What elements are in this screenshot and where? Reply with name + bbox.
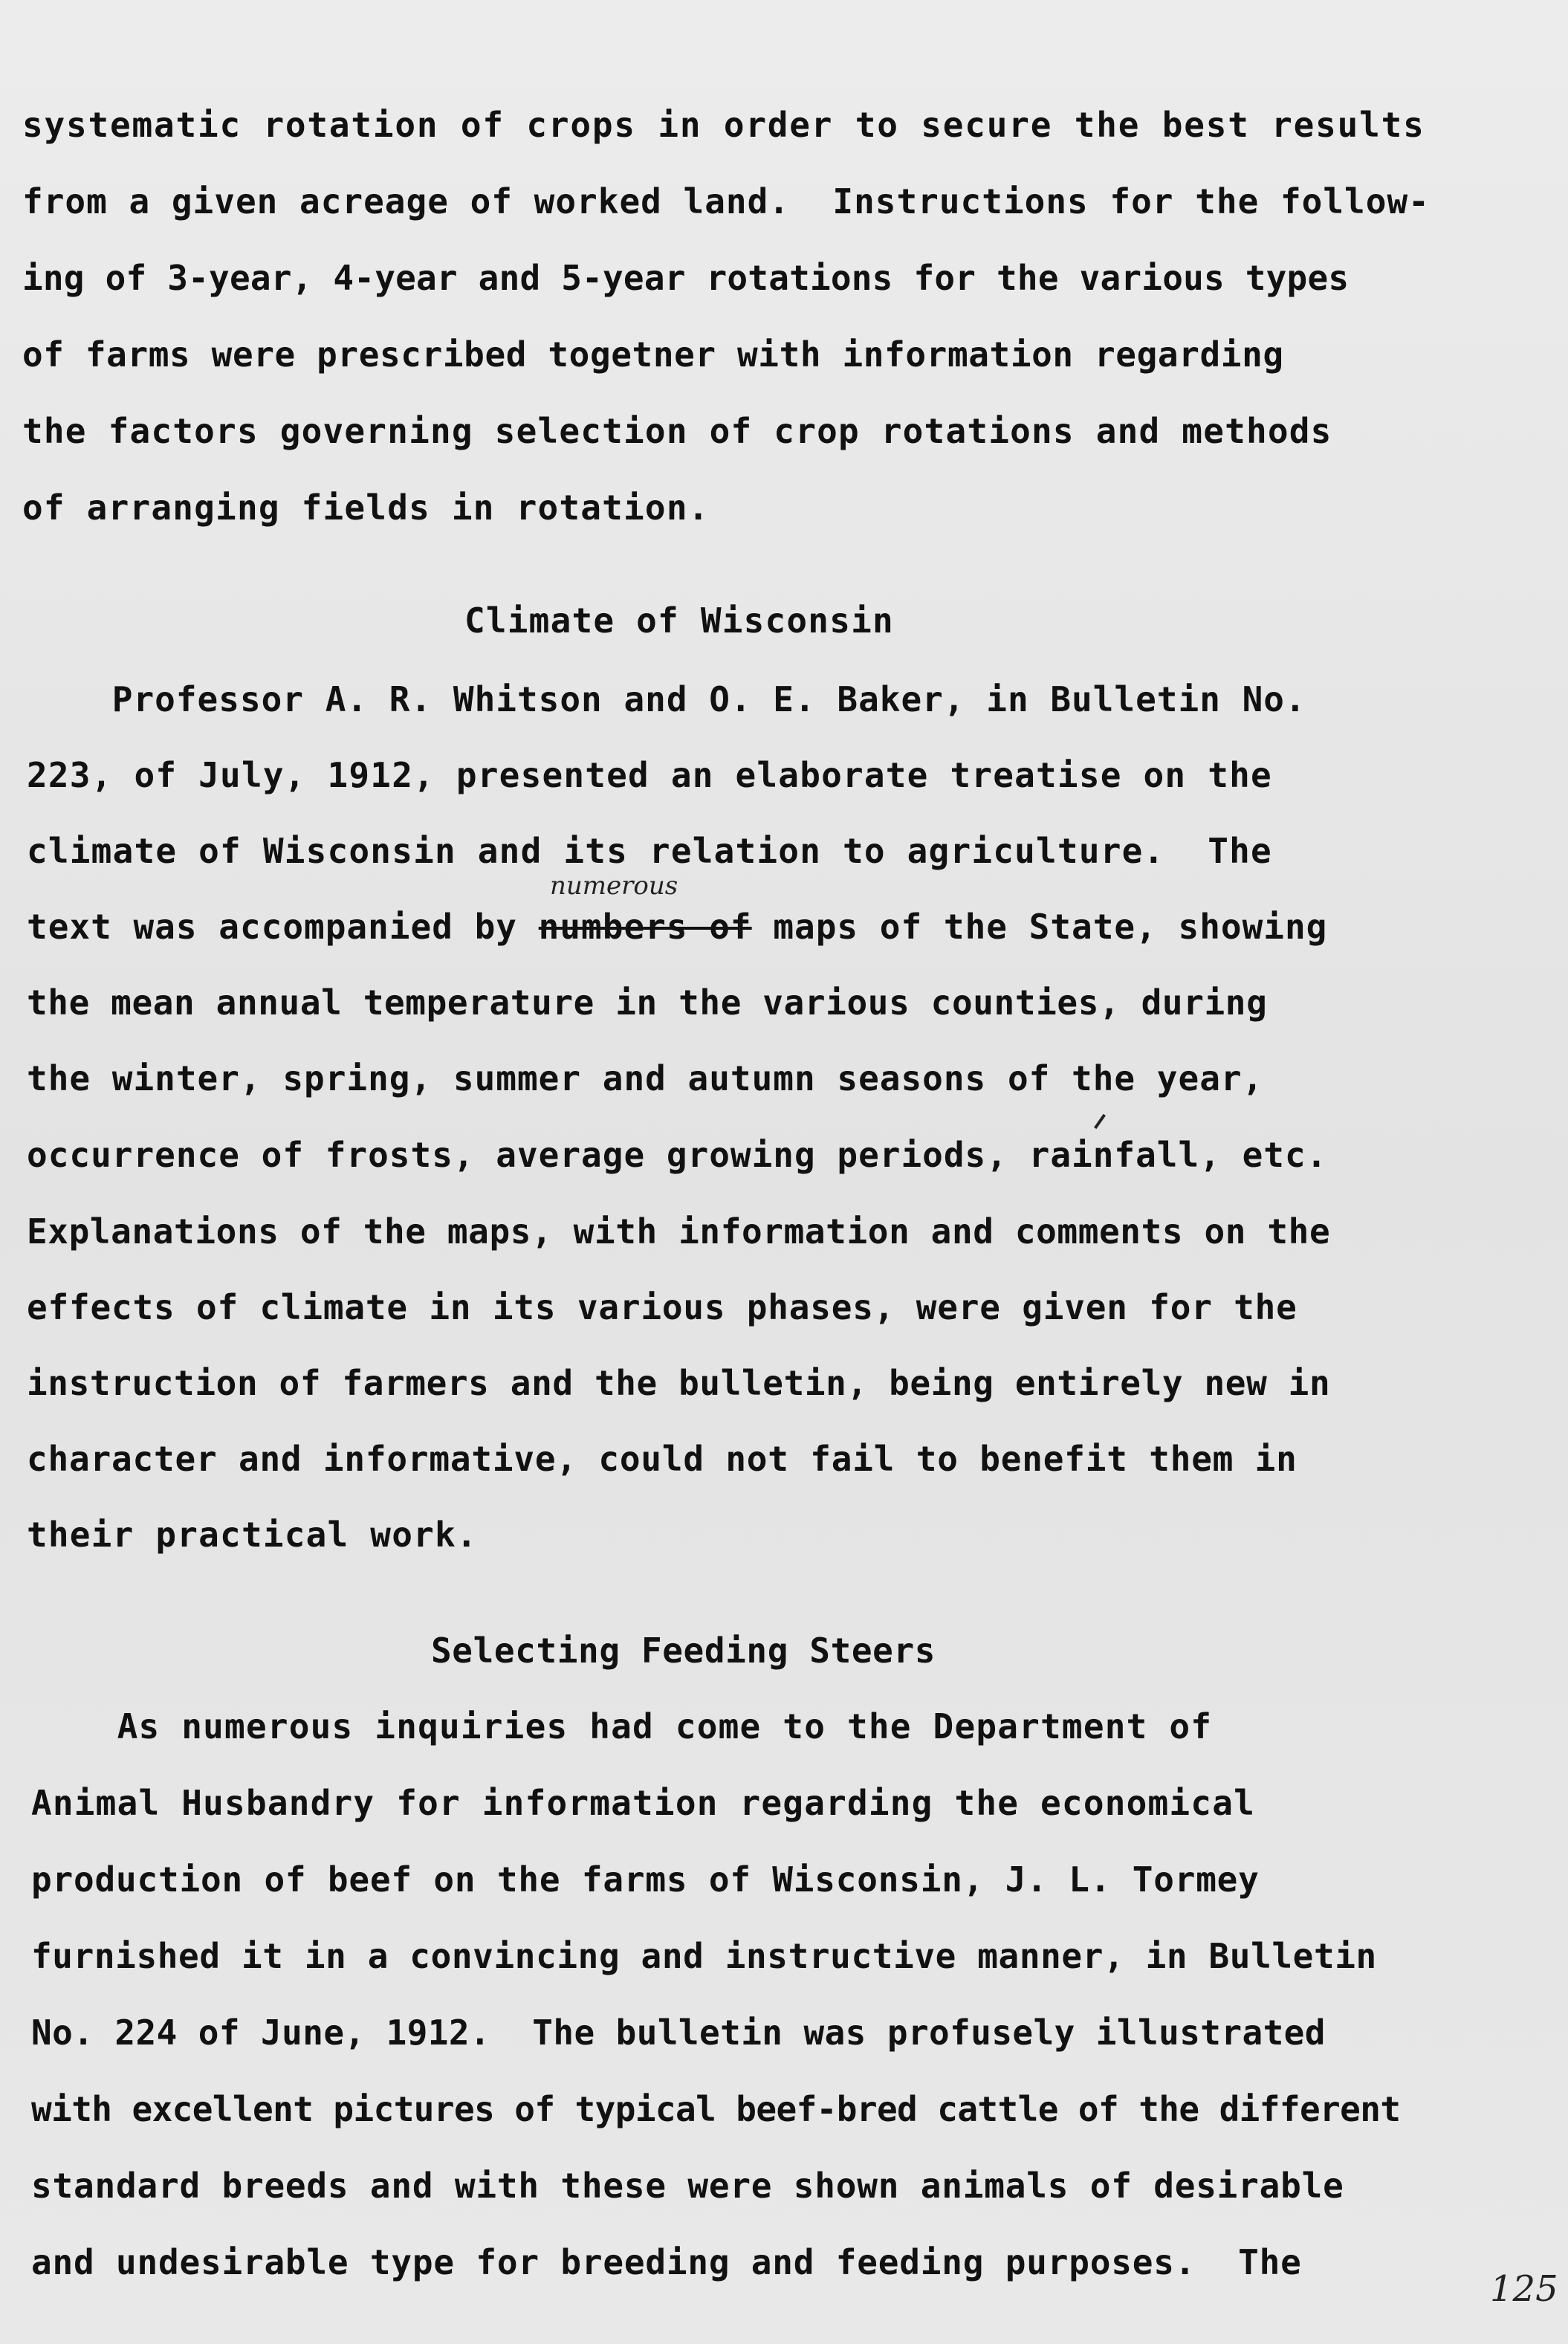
paragraph-line: ing of 3-year, 4-year and 5-year rotations for the various types — [22, 258, 1350, 298]
paragraph-line: of farms were prescribed togetner with information regarding — [22, 334, 1284, 375]
line-segment: text was accompanied by — [27, 907, 539, 947]
paragraph-line: the factors governing selection of crop rotations and methods — [22, 411, 1332, 451]
paragraph-line: occurrence of frosts, average growing periods, rainfall, etc. — [27, 1135, 1328, 1175]
paragraph-line: instruction of farmers and the bulletin, being entirely new in — [27, 1363, 1331, 1403]
handwritten-mark — [1094, 1114, 1106, 1129]
paragraph-line: Explanations of the maps, with information and comments on the — [27, 1211, 1331, 1252]
paragraph-line: character and informative, could not fail to benefit them in — [27, 1439, 1298, 1479]
paragraph-line: of arranging fields in rotation. — [22, 488, 710, 528]
paragraph-line: from a given acreage of worked land. Instructions for the follow- — [22, 181, 1430, 221]
paragraph-line: the winter, spring, summer and autumn seasons of the year, — [27, 1058, 1264, 1098]
paragraph-line: climate of Wisconsin and its relation to agriculture. The — [27, 831, 1272, 871]
paragraph-line: Professor A. R. Whitson and O. E. Baker, in Bulletin No. — [27, 679, 1306, 719]
section-heading-climate: Climate of Wisconsin — [464, 600, 894, 641]
paragraph-line: their practical work. — [27, 1515, 478, 1555]
paragraph-line: with excellent pictures of typical beef-bred cattle of the different — [31, 2089, 1401, 2129]
paragraph-line: and undesirable type for breeding and feeding purposes. The — [31, 2242, 1302, 2282]
paragraph-line: furnished it in a convincing and instructive manner, in Bulletin — [31, 1936, 1377, 1976]
line-segment: maps of the State, showing — [751, 907, 1328, 947]
page-number: 125 — [1490, 2268, 1558, 2310]
section-heading-steers: Selecting Feeding Steers — [431, 1631, 936, 1671]
paragraph-line: Animal Husbandry for information regarding the economical — [31, 1783, 1255, 1823]
paragraph-line: the mean annual temperature in the various counties, during — [27, 982, 1268, 1023]
paragraph-line: production of beef on the farms of Wisconsin, J. L. Tormey — [31, 1859, 1260, 1900]
paragraph-line: As numerous inquiries had come to the Department of — [31, 1706, 1213, 1746]
handwritten-insertion: numerous — [550, 871, 678, 901]
paragraph-line-with-correction — [27, 907, 1328, 947]
struck-text: numbers of — [538, 907, 752, 947]
paragraph-line: effects of climate in its various phases, were given for the — [27, 1287, 1298, 1327]
paragraph-line: systematic rotation of crops in order to secure the best results — [22, 105, 1425, 145]
paragraph-line: 223, of July, 1912, presented an elaborate treatise on the — [27, 755, 1272, 795]
paragraph-line: No. 224 of June, 1912. The bulletin was profusely illustrated — [31, 2013, 1326, 2053]
paragraph-line: standard breeds and with these were shown animals of desirable — [31, 2166, 1344, 2206]
